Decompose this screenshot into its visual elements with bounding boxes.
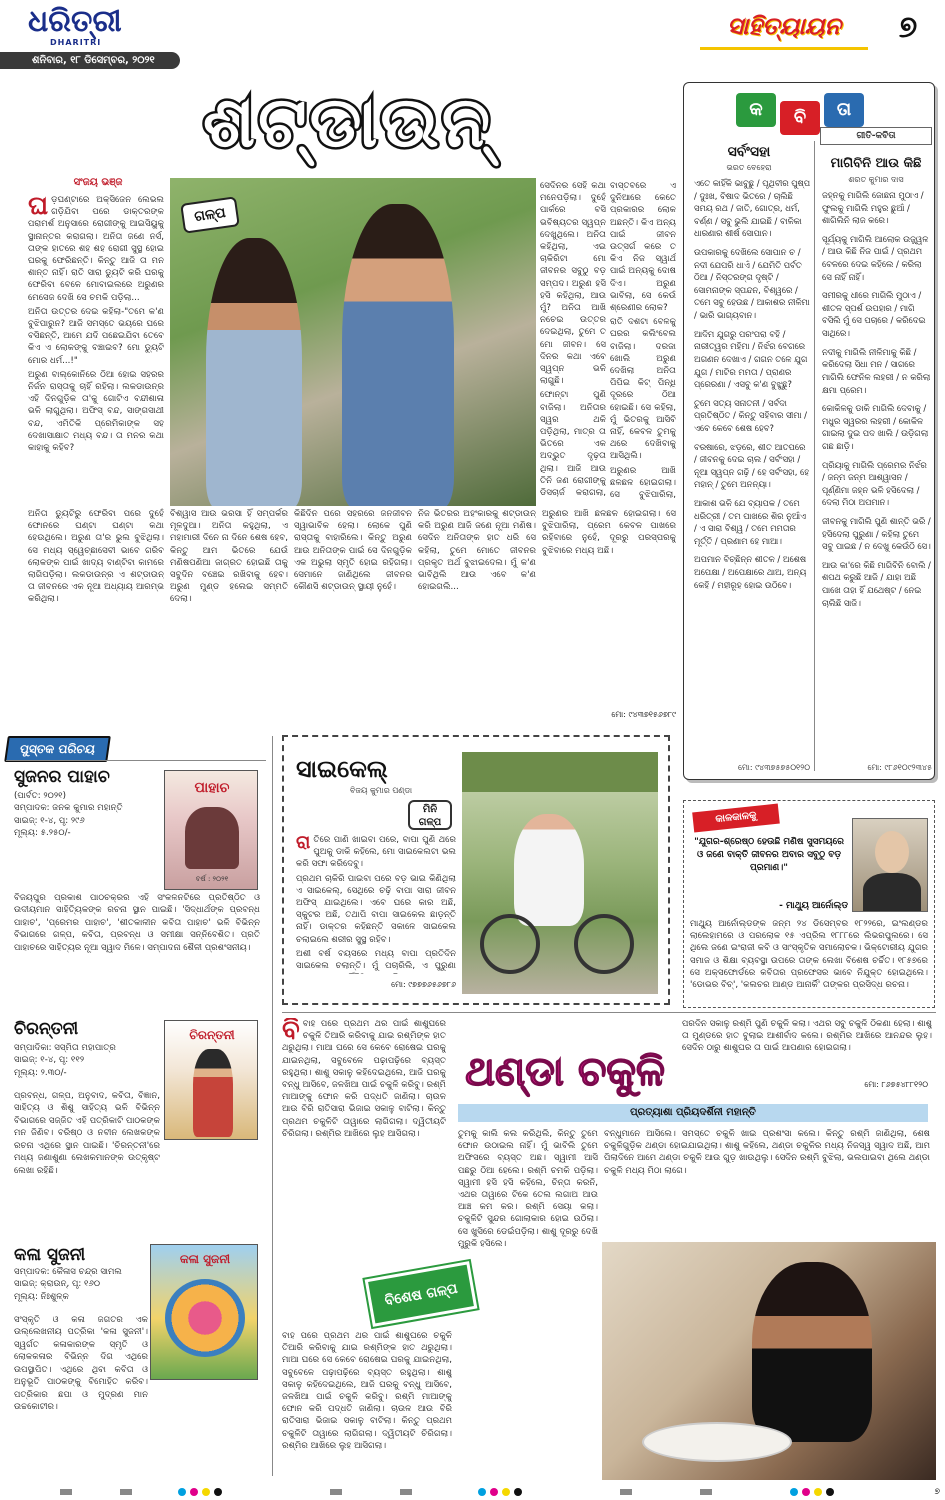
kabita-letter-2: ବି bbox=[780, 101, 820, 135]
poem-2-body bbox=[822, 189, 932, 759]
book-review-header bbox=[6, 736, 244, 760]
story-paragraph: ବାହ ପରେ ପ୍ରଥମ ଥର ପାଇଁ ଶାଶୁଘରେ ଚକୁଳି ତିଆରି କରିବାକୁ ଯାଇ ରଶ୍ମିଙ୍କ ହାତ ଥରୁଥିଲା। ମାଆ ଘରେ ସେ କେବେ ରୋଷେଇ ଘରକୁ ଯାଇନଥିଲା, ସବୁବେଳେ ପଢ଼ାପଢ଼ିରେ ବ୍ୟସ୍ତ ରହୁଥିଲା। ଶାଶୁ ସକାଳୁ କହିଦେଇଥିଲେ, ଆଜି ଘରକୁ ବନ୍ଧୁ ଆସିବେ, ଜଳଖିଆ ପାଇଁ ଚକୁଳି କରିବୁ। ରଶ୍ମି ମାଆଙ୍କୁ ଫୋନ କରି ପଦ୍ଧତି ଜାଣିଲା। ଚାଉଳ ଆଉ ବିରି ରାତିସାରା ଭିଜାଇ ସକାଳୁ ବାଟିଲା। କିନ୍ତୁ ପ୍ରଥମ ଚକୁଳିଟି ତାୱାରେ ଲାଗିଗଲା। ଦ୍ୱିତୀୟଟି ଚିରିଗଲା। ରଶ୍ମିର ଆଖିରେ ଲୁହ ଆସିଗଲା। bbox=[282, 1019, 446, 1139]
newspaper-name: ଧରିତ୍ରୀ bbox=[28, 4, 122, 39]
poem-stanza: ଉପକାରକୁ ଦେଖିଲେ ସୋପାନ ଚ / ନଦୀ ଯେପରି ଧାଏଁ / ଯେମିତି ପର୍ବତ ଠିଆ / ନିସ୍ତରଙ୍ଗ ଦୃଷ୍ଟି / ସୋମନାଙ୍କ ସ୍ପନ୍ଦନ, ବିଶ୍ୱରେ / ତମେ ସବୁ ହେଉଛ / ଆକାଶର ନୀଳିମା / ଭାରି ଭାଗ୍ୟବାନ। bbox=[694, 247, 810, 321]
main-headline-text: ଶଟ୍‌ଡାଉନ୍‌ bbox=[203, 81, 493, 163]
book-1-cover-figure bbox=[185, 807, 239, 869]
kabita-letter-1: କ bbox=[736, 93, 776, 127]
book-3-meta bbox=[14, 1266, 164, 1312]
quote-portrait bbox=[852, 818, 928, 912]
story-column-4: ଅନିତା ଡ୍ୟୁଟିରୁ ଫେରିବା ପରେ ଦୁହେଁ ଫୋନରେ ଘଣ୍ଟା ଘଣ୍ଟା କଥା ହେଉଥିଲେ। ଅରୁଣ ତା'ର ଭୁଲ ବୁଝିଥିଲା। ସେ ମଧ୍ୟ ସ୍ୱେଚ୍ଛାସେବୀ ଭାବେ ଗରିବ ଲୋକଙ୍କ ପାଇଁ ଖାଦ୍ୟ ବାଣ୍ଟିବା କାମରେ ଲାଗିପଡ଼ିଲା। ଲକଡାଉନ୍‌ର ଏ ଶଟ୍‌ଡାଉନ୍‌ ତା ଜୀବନରେ ଏକ ନୂଆ ଅଧ୍ୟାୟ ଆରମ୍ଭ କରିଥିଲା। bbox=[28, 509, 164, 605]
story-paragraph: ରାତି ଦଶଟା ବେଳକୁ ଘରର କଲିଂବେଲ ବାଜିଲା। ଦରଜା ଖୋଲି ଅରୁଣ ଦେଖିଲା ଅନିତା ପିପିଇ କିଟ୍‌ ପିନ୍ଧି ଦୂରରେ ଠିଆ ହୋଇଛି। ସେ କହିଲା, ମୁଁ ଭିତରକୁ ଆସିବି ନାହିଁ, କେବଳ ତୁମକୁ ଥରେ ଦେଖିବାକୁ ଆସିଥିଲି। bbox=[610, 317, 676, 462]
man-figure bbox=[342, 204, 454, 506]
portrait-coat bbox=[863, 873, 921, 912]
poem-genre-label: ଗୀତି-କବିତା bbox=[820, 127, 932, 145]
poem-stanza: ପ୍ରିୟାକୁ ମାଗିଲି ପ୍ରେମର ନିର୍ଝର / ଜନ୍ମ ଜନ୍ମ ଆଶ୍ୱାସନ / ପୂର୍ଣ୍ଣିମା ଜହ୍ନ ଭଳି ହସିଦେଲା / ଦେଲା ମିଠା ଅପମାନ। bbox=[822, 459, 927, 508]
footer-page-marker: ୭ bbox=[934, 1487, 940, 1497]
book-3-text: ସଂସ୍କୃତି ଓ କଳା ଜଗତର ଏକ ଉଲ୍ଲେଖନୀୟ ପତ୍ରିକା 'କଳା ସୁଜନୀ'। ସ୍ୱର୍ଗତ କଳାକାରଙ୍କ ସ୍ମୃତି ଓ ଲୋକକଳାର ବିଭିନ୍ନ ଦିଗ ଏଥିରେ ଉପସ୍ଥାପିତ। ଏଥିରେ ଥିବା କବିତା ଓ ଅନୁଭୂତି ପାଠକଙ୍କୁ ବିମୋହିତ କରିବ। ପତ୍ରିକାର ଛପା ଓ ମୁଦ୍ରଣ ମାନ ଉଚ୍ଚକୋଟୀର। bbox=[14, 1315, 148, 1413]
registration-dot-magenta bbox=[190, 1488, 198, 1496]
book-meta-line: ସାଇଜ୍‌: ୧-୪, ପୃ: ୧୧୨ bbox=[14, 1055, 85, 1066]
kabita-box bbox=[683, 82, 935, 780]
woman-figure bbox=[206, 238, 302, 506]
footer-bar bbox=[60, 1489, 72, 1495]
story-paragraph: ଫୋନ୍‌ଟା ପୁଣି ବାଜିଲା। ଅନିତାର ସ୍ୱର ଥକି ପଡ଼ିଥିଲା, ମାତ୍ର ତା ଭିତରେ ଏକ ଅଦ୍ଭୁତ ଦୃଢ଼ତା ଥିଲା। ଆଜି ଆଉ ତିନି ଜଣ ରୋଗୀଙ୍କୁ ଡିସଚାର୍ଜ କରାଗଲା, bbox=[540, 390, 606, 499]
poem-1-body bbox=[694, 177, 810, 757]
poem-divider bbox=[814, 141, 815, 771]
book-meta-line: ମୂଲ୍ୟ: ୫.୨୫୦/- bbox=[14, 828, 71, 839]
cycle-photo-trees bbox=[462, 752, 658, 792]
registration-dot-cyan bbox=[790, 1488, 798, 1496]
cycle-photo bbox=[462, 752, 658, 994]
story-paragraph: ଡ଼ଘଣ୍ଟାରେ ଅକ୍ସିଜେନ ଲେଭଲ ଗଡ଼ିଯିବା ପରେ ଡାକ୍ତରଙ୍କ ପରାମର୍ଶ ଅନୁସାରେ ରୋଗୀଙ୍କୁ ଆଇସିୟୁକୁ ସ୍ଥାନାନ୍ତର କରାଗଲା। ଅନିତା ଜଣେ ନର୍ସ, ତାଙ୍କ ହାତରେ ଶହ ଶହ ରୋଗୀ ସୁସ୍ଥ ହୋଇ ଘରକୁ ଫେରିଛନ୍ତି। କିନ୍ତୁ ଆଜି ତା ମନ ଶାନ୍ତ ନାହିଁ। ରାତି ସାରା ଡ୍ୟୁଟି କରି ଘରକୁ ଫେରିବା ବେଳେ ମୋବାଇଲରେ ଅରୁଣର ମେସେଜ ଦେଖି ସେ ଚମକି ପଡ଼ିଲା... bbox=[28, 195, 164, 303]
poem-stanza: ଆକାଶ ଭଳି ଯେ ବ୍ୟାପକ / ତମେ ଧରିତ୍ରୀ / ତମ ପାଖରେ ଶିର ନୁଆଁଏ / ଏ ସାରା ବିଶ୍ୱ / ତମେ ମମତାର ମୂର୍ତ୍ତି / ପ୍ରଣାମ ହେ ମାଆ। bbox=[694, 498, 806, 546]
book-meta-line: ସାଇଜ୍‌: ୧-୪, ପୃ: ୨୯୬ bbox=[14, 815, 85, 826]
story-column-3 bbox=[610, 180, 676, 500]
bicycle-wheel-back bbox=[480, 914, 540, 974]
book-review-tab: ପୁସ୍ତକ ପରିଚୟ bbox=[4, 736, 111, 762]
poem-stanza: ଜହ୍ନକୁ ମାଗିଲି ଜୋଛନା ମୁଠାଏ / ଫୁଲକୁ ମାଗିଲି ମହୁର ଛୁଆଁ / ଶାଗିଲିନି ଲାଜ କରେ। bbox=[822, 190, 924, 226]
story-tag: ଗଳ୍ପ bbox=[180, 196, 240, 234]
poem-stanza: ବରଷାରେ, ଝଡ଼ରେ, ଶୀତ ଆତପରେ / ଜୀବନକୁ ଦେଇ ଚାଲ / ସର୍ବଂସହା / ନୂଆ ସ୍ୱପ୍ନ ଗଢ଼ି / ହେ ସର୍ବଂସହା, ହେ ମହାନ୍‌ / ତୁମେ ଅନନ୍ୟା। bbox=[694, 441, 810, 490]
special-column-2: ତୁମକୁ କାଲି କଲ କରିଥିଲି, କିନ୍ତୁ ତୁମେ ଫୋନ ଉଠାଇଲ ନାହିଁ। ମୁଁ ଭାବିଲି ତୁମେ ଅଫିସରେ ବ୍ୟସ୍ତ ଅଛ। ସ୍ୱାମୀ ଆସି ପଛରୁ ଠିଆ ହେଲେ। ରଶ୍ମି ଚମକି ପଡ଼ିଲା। ସ୍ୱାମୀ ହସି ହସି କହିଲେ, ଚିନ୍ତା କରନି, ଏଥର ତାୱାରେ ଟିକେ ତେଲ ଲଗାଅ ଆଉ ଆଞ୍ଚ କମ କର। ରଶ୍ମି ସେୟା କଲା। ଚକୁଳିଟି ସୁନ୍ଦର ଗୋଲାକାର ହୋଇ ଉଠିଲା। ସେ ଖୁସିରେ ଡେଇଁପଡ଼ିଲା। ଶାଶୁ ଦୂରରୁ ଦେଖି ମୁରୁକି ହସିଲେ। bbox=[458, 1129, 598, 1249]
registration-dot-cyan bbox=[178, 1488, 186, 1496]
plate bbox=[642, 1422, 792, 1462]
registration-dot-magenta bbox=[802, 1488, 810, 1496]
special-column-3: ବନ୍ଧୁମାନେ ଆସିଲେ। ସମସ୍ତେ ଚକୁଳି ଖାଇ ପ୍ରଶଂସା କଲେ। କିନ୍ତୁ ରଶ୍ମି ଜାଣିଥିଲା, ଶେଷ ଚକୁଳିଗୁଡ଼ିକ ଥଣ୍ଡା ହୋଇଯାଇଥିଲା। ଶାଶୁ କହିଲେ, ଥଣ୍ଡା ଚକୁଳିର ମଧ୍ୟ ନିଜସ୍ୱ ସ୍ୱାଦ ଅଛି, ଆମ ପିଲାଦିନେ ଆମେ ଥଣ୍ଡା ଚକୁଳି ଆଉ ଗୁଡ଼ ଖାଉଥିଲୁ। ସେଦିନ ରଶ୍ମି ବୁଝିଲା, ଭଲପାଇବା ଥିଲେ ଥଣ୍ଡା ଚକୁଳି ମଧ୍ୟ ମିଠା ଲାଗେ। bbox=[604, 1129, 930, 1176]
cycle-story-author: ବିଜୟ କୁମାର ପଣ୍ଡା bbox=[349, 786, 413, 795]
quote-tag: କାଳକାଳକୁ bbox=[692, 804, 780, 833]
book-meta-line: (ପାର୍ବତ: ୨୦୨୧) bbox=[14, 791, 66, 801]
book-2-meta bbox=[14, 1042, 164, 1088]
book-2-title: ଚିରନ୍ତନୀ bbox=[14, 1019, 79, 1039]
column-rule bbox=[272, 736, 273, 1476]
special-story-badge: ବିଶେଷ ଗଳ୍ପ bbox=[365, 1261, 478, 1327]
poem-stanza: କୋକିଳକୁ ଡାକି ମାଗିଲି ଦେବାକୁ / ମଧୁର ସ୍ୱରର ଲହରୀ / କୋକିଳ ଗାଇଲା ଦୁଇ ପଦ ଖାଲି / ଉଡ଼ିଗଲା ଗଛ ଛାଡ଼ି। bbox=[822, 403, 929, 451]
story-column-7: ନିଜ ଭିତରର ଅହଂକାରକୁ ଶଟ୍‌ଡାଉନ୍‌ କରି ଅରୁଣ ଆଜି ଜଣେ ନୂଆ ମଣିଷ। ସେଦିନ ଅନିତାଙ୍କ ହାତ ଧରି ସେ କହିଲା, ତୁମେ ମୋତେ ଜୀବନର ପ୍ରକୃତ ଅର୍ଥ ବୁଝାଇଦେଲ। ମୁଁ କ'ଣ ଭାବିଥିଲି ଆଉ ଏବେ କ'ଣ ହୋଇଗଲି... bbox=[418, 509, 536, 593]
poem-stanza: ସୂର୍ଯ୍ୟକୁ ମାଗିଲି ଆଲୋକ ଉଜ୍ଜ୍ୱଳ / ଆଉ କିଛି ନିଜ ପାଇଁ / ପ୍ରଥମ ବେଳରେ ଦେଇ କହିଲେ / କରିଲା ସେ ନାହିଁ ନାହିଁ। bbox=[822, 233, 929, 282]
masthead-logo bbox=[28, 6, 148, 52]
book-1-cover bbox=[164, 770, 258, 890]
woman-eating-figure bbox=[752, 1262, 872, 1442]
footer-bar bbox=[330, 1489, 342, 1495]
food-photo bbox=[602, 1242, 936, 1480]
page-number: ୭ bbox=[898, 10, 918, 45]
book-3-cover bbox=[150, 1244, 258, 1380]
poem-1-author: ଭରତ ବେହେରା bbox=[726, 163, 772, 172]
story-paragraph: ଅରୁଣ ବାଲ୍‌କୋନିରେ ଠିଆ ହୋଇ ସହରର ନିର୍ଜନ ରାସ୍ତାକୁ ଚାହିଁ ରହିଲା। ଲକଡାଉନ୍‌ର ଏହି ଦିନଗୁଡ଼ିକ ତା'କୁ ଗୋଟିଏ ବନ୍ଦୀଶାଳା ଭଳି ଲାଗୁଥିଲା। ଅଫିସ୍‌ ବନ୍ଦ, ସାଙ୍ଗସାଥୀ ବନ୍ଦ, ଏମିତିକି ପ୍ରେମିକାଙ୍କ ସହ ଦେଖାସାକ୍ଷାତ ମଧ୍ୟ ବନ୍ଦ। ତା ମନର କଥା କାହାକୁ କହିବ? bbox=[28, 369, 164, 454]
cycle-story-title: ସାଇକେଲ୍‌ bbox=[296, 754, 388, 783]
registration-dot-black bbox=[214, 1488, 222, 1496]
main-headline bbox=[28, 76, 668, 174]
book-3-title: କଳା ସୁଜନୀ bbox=[14, 1245, 86, 1265]
book-meta-line: ସମ୍ପାଦକ: କୈଳାସ ଚନ୍ଦ୍ର ସାମଲ bbox=[14, 1267, 122, 1277]
book-meta-line: ମୂଲ୍ୟ: ୨.୩୦/- bbox=[14, 1067, 67, 1078]
poem-stanza: ତୁମେ ସତ୍ୟ ସନାତନୀ / ସର୍ବଦା ପ୍ରତିଷ୍ଠିତ / କିନ୍ତୁ ସହିବାର ସୀମା / ଏବେ କେବେ ଶେଷ ହେବ? bbox=[694, 397, 807, 433]
special-column-4: ପରଦିନ ସକାଳୁ ରଶ୍ମି ପୁଣି ଚକୁଳି କଲା। ଏଥର ସବୁ ଚକୁଳି ଠିକଣା ହେଲା। ଶାଶୁ ତା ମୁଣ୍ଡରେ ହାତ ବୁଲାଇ ଆଶୀର୍ବାଦ କଲେ। ରଶ୍ମିର ଆଖିରେ ଆନନ୍ଦର ଲୁହ। ସେଦିନ ଠାରୁ ଶାଶୁଘର ତା ପାଇଁ ଆପଣାର ହୋଇଗଲା। bbox=[682, 1019, 932, 1054]
story-paragraph: ଅନିତା ଉତ୍ତର ଦେଇ କହିଲା-"ତମେ କ'ଣ ବୁଝିପାରୁନ? ଆଜି ସମସ୍ତେ ଭୟରେ ଘରେ ବସିଛନ୍ତି, ଆମେ ଯଦି ପଛେଇଯିବା ତେବେ କିଏ ଏ ଲୋକଙ୍କୁ ବଞ୍ଚାଇବ? ମୋ ଡ୍ୟୁଟି ମୋର ଧର୍ମ...!" bbox=[28, 306, 164, 366]
story-paragraph: ଅଶୀ ବର୍ଷ ବୟସରେ ମଧ୍ୟ ବାପା ପ୍ରତିଦିନ ସାଇକେଲ ଚଲାନ୍ତି। ମୁଁ ପଚାରିଲି, ଏ ପୁରୁଣା bbox=[296, 948, 456, 972]
book-3-cover-title: କଳା ସୁଜନୀ bbox=[179, 1252, 231, 1266]
story-dropcap: ଘ bbox=[28, 194, 49, 221]
book-2-cover-title: ଚିରନ୍ତନୀ bbox=[189, 1028, 235, 1042]
poem-stanza: ଏତେ କାହିଁକି ଭାବୁଛୁ / ପୃଥିବୀର ପୁଷ୍ପ / ଦୁଃଖ, ବିଷାଦ ଭିତରେ / ଚାଲିଛି ସମୟ ରଥ / ଜାତି, ଗୋତ୍ର, ଧର୍ମ, ବର୍ଣ୍ଣ / ସବୁ ଭୁଲି ଯାଇଛି / ବାଳିକା ଧାରଣାର ଶୀର୍ଷ ସୋପାନ। bbox=[694, 178, 810, 239]
bicycle-wheel-front bbox=[574, 914, 634, 974]
story-paragraph: ପ୍ରଥମ ଚାକିରି ପାଇବା ପରେ ବଡ଼ ଭାଇ କିଣିଥିଲା ଏ ସାଇକେଲ୍‌, ସେଥିରେ ଚଢ଼ି ବାପା ସାରା ଜୀବନ ଅଫିସ୍‌ ଯାଇଥିଲେ। ଏବେ ଘରେ କାର ଅଛି, ସ୍କୁଟର ଅଛି, ତଥାପି ବାପା ସାଇକେଲ ଛାଡ଼ନ୍ତି ନାହିଁ। ଡାକ୍ତର କହିଛନ୍ତି ସକାଳେ ସାଇକେଲ ଚଲାଇଲେ ଶରୀର ସୁସ୍ଥ ରହିବ। bbox=[296, 873, 456, 945]
registration-dot-black bbox=[514, 1488, 522, 1496]
story-contact: ମୋ: ୯୪୩୭୧୫୬୭୮୯ bbox=[611, 710, 676, 719]
poem-2-contact: ମୋ: ୯୮୬୧୦୯୨୩୪୫ bbox=[867, 763, 932, 772]
book-3-cover-art bbox=[165, 1279, 245, 1357]
book-2-cover bbox=[164, 1020, 258, 1140]
story-paragraph: ଅରୁଣର ଆଖି ଛଳଛଳ ହୋଇଗଲା। ସେ ବୁଝିପାରିଲା, bbox=[610, 465, 676, 500]
poem-stanza: ଆଦିମ ଯୁଗରୁ ପରଂପରା ବହି / ନାରୀତ୍ୱର ମହିମା / ନିର୍ଝର ବେଗରେ ଅଗଣନ ଦେଖାଏ / ଗଗନ ତଳେ ଯୁଗ ଯୁଗ / ମାଟିର ମମତା / ପ୍ରାଣର ପ୍ରେରଣା / ଏସବୁ କ'ଣ ବୁଝୁଛୁ? bbox=[694, 328, 808, 390]
portrait-face bbox=[875, 831, 909, 873]
registration-dot-yellow bbox=[814, 1488, 822, 1496]
registration-dot-magenta bbox=[490, 1488, 498, 1496]
poem-2-title: ମାଗିବିନି ଆଉ କିଛି bbox=[830, 156, 922, 171]
section-title: ସାହିତ୍ୟାୟନ bbox=[700, 8, 868, 50]
special-column-5: ବାହ ପରେ ପ୍ରଥମ ଥର ପାଇଁ ଶାଶୁଘରେ ଚକୁଳି ତିଆରି କରିବାକୁ ଯାଇ ରଶ୍ମିଙ୍କ ହାତ ଥରୁଥିଲା। ମାଆ ଘରେ ସେ କେବେ ରୋଷେଇ ଘରକୁ ଯାଇନଥିଲା, ସବୁବେଳେ ପଢ଼ାପଢ଼ିରେ ବ୍ୟସ୍ତ ରହୁଥିଲା। ଶାଶୁ ସକାଳୁ କହିଦେଇଥିଲେ, ଆଜି ଘରକୁ ବନ୍ଧୁ ଆସିବେ, ଜଳଖିଆ ପାଇଁ ଚକୁଳି କରିବୁ। ରଶ୍ମି ମାଆଙ୍କୁ ଫୋନ କରି ପଦ୍ଧତି ଜାଣିଲା। ଚାଉଳ ଆଉ ବିରି ରାତିସାରା ଭିଜାଇ ସକାଳୁ ବାଟିଲା। କିନ୍ତୁ ପ୍ରଥମ ଚକୁଳିଟି ତାୱାରେ ଲାଗିଗଲା। ଦ୍ୱିତୀୟଟି ଚିରିଗଲା। ରଶ୍ମିର ଆଖିରେ ଲୁହ ଆସିଗଲା। bbox=[282, 1331, 452, 1451]
registration-dot-cyan bbox=[478, 1488, 486, 1496]
cycle-story-text bbox=[296, 834, 456, 974]
quote-attribution: - ମାଥ୍ୟୁ ଆର୍ନୋଲ୍ଡ bbox=[779, 901, 848, 911]
special-column-1 bbox=[282, 1018, 446, 1266]
date-bar: ଶନିବାର, ୧୮ ଡିସେମ୍ବର, ୨୦୨୧ bbox=[0, 52, 180, 69]
book-1-text: ବିଜୟପୁର ପ୍ରକାଶ ପାଠଚକ୍ରର ଏହି ସଂକଳନଟିରେ ପ୍ରତିଷ୍ଠିତ ଓ ଉଦୀୟମାନ ସାହିତ୍ୟିକଙ୍କ ରଚନା ସ୍ଥାନ ପାଇଛି। 'ସିଦ୍ଧାର୍ଥଙ୍କ ପ୍ରବନ୍ଧ ପାହାଚ', 'ପ୍ରେମର ପାହାଚ', 'ଶୀତକାଳୀନ କବିତା ପାହାଚ' ଭଳି ବିଭିନ୍ନ ବିଭାଗରେ ଗଳ୍ପ, କବିତା, ପ୍ରବନ୍ଧ ଓ ସମୀକ୍ଷା ସନ୍ନିବେଶିତ। ପ୍ରତି ପାହାଚରେ ସାହିତ୍ୟର ନୂଆ ସ୍ୱାଦ ମିଳେ। ସମ୍ପାଦନା ଶୈଳୀ ପ୍ରଶଂସନୀୟ। bbox=[14, 893, 260, 953]
poem-2-author: ଶରତ କୁମାର ଦାସ bbox=[848, 175, 904, 184]
poem-1-title: ସର୍ବଂସହା bbox=[727, 144, 771, 160]
story-author: ସଂଜୟ ଭଞ୍ଜ bbox=[73, 177, 123, 188]
story-column-8: ଅରୁଣର ଆଖି ଛଳଛଳ ହୋଇଗଲା। ସେ ବୁଝିପାରିଲା, ପ୍ରେମ କେବଳ ପାଖରେ ରହିବାରେ ନୁହେଁ, ଦୂରରୁ ପରସ୍ପରକୁ ବୁଝିବାରେ ମଧ୍ୟ ଅଛି। bbox=[542, 509, 676, 556]
story-paragraph: ତିରେ ପାଣି ଖାଇବା ପରେ, ବାପା ପୁଣି ଥରେ ପୁଅକୁ ଡାକି କହିଲେ, ମୋ ସାଇକେଲଟା ଭଲ କରି ସଫା କରିଦେବୁ। bbox=[296, 835, 456, 870]
registration-dot-yellow bbox=[202, 1488, 210, 1496]
story-column-5: ବିଶ୍ୱାସ ଆଉ ଭରସା ହିଁ ସମ୍ପର୍କର ମୂଳଦୁଆ। ଅନିତା କହୁଥିଲା, ଏ ମହାମାରୀ ଦିନେ ନା ଦିନେ ଶେଷ ହେବ, କିନ୍ତୁ ଆମ ଭିତରେ ଯେଉଁ ମଣିଷପଣିଆ ଜାଗ୍ରତ ହୋଇଛି ତାକୁ ସବୁଦିନ ବଞ୍ଚେଇ ରଖିବାକୁ ହେବ। ଅରୁଣ ମୁଣ୍ଡ ହଲେଇ ସମ୍ମତି ଦେଲା। bbox=[170, 509, 288, 605]
book-1-meta bbox=[14, 790, 164, 850]
kabita-letter-3: ତା bbox=[824, 93, 864, 127]
quote-text: "ଯୁଗର-ଶ୍ରେଷ୍ଠ ହେଉଛି ମଣିଷ ସୁସମୟରେ ଓ ଜଣେ ବାକ୍ତି ଜୀବନର ଅବାର ସବୁଠୁ ବଡ଼ ପ୍ରମାଣ।" bbox=[694, 837, 844, 874]
footer-bar bbox=[620, 1489, 632, 1495]
poem-stanza: ନଦୀକୁ ମାଗିଲି ନୀଳିମାକୁ କିଛି / କରିଦେଲା ସିଧା ମନ / ସାଗରେ ମାଗିଲି ଫେନିଳ ଲହରୀ / ନ କରିଲା କ୍ଷମା ପ୍ରେମ। bbox=[822, 346, 931, 395]
story-paragraph: ସେଦିନର ସେହି କଥା ମନେପଡ଼ିଲା। ଦୁହେଁ ପାର୍କରେ ବସି ଭବିଷ୍ୟତର ସ୍ୱପ୍ନ ଦେଖୁଥିଲେ। ଅନିତା କହିଥିଲା, ଏଇ ଚାକିରିଟା ମୋ ଜୀବନର ସବୁଠୁ ବଡ଼ ସମ୍ପଦ। ଅରୁଣ ହସି ହସି କହିଥିଲା, ଆଉ ମୁଁ? ଅନିତା ଆଖି ନଚେଇ ଉତ୍ତର ଦେଇଥିଲା, ତୁମେ ତ ମୋ ଜୀବନ। ସେ ଦିନର କଥା ଏବେ ସ୍ୱପ୍ନ ଭଳି ଲାଗୁଛି। bbox=[540, 181, 606, 387]
poem-stanza: ଜୀବନକୁ ମାଗିଲି ପୁଣି ଶାନ୍ତି ଭରି / ହସିଦେଲା ପୁରୁଣା / କହିଲା ତୁମେ ସବୁ ପାଇଛ / ନ ଦେଖୁ କେଉଁଠି ସେ। bbox=[822, 516, 931, 552]
newspaper-name-latin: DHARITRI bbox=[50, 38, 102, 47]
section-rule bbox=[282, 1012, 936, 1013]
book-meta-line: ସାଇଜ୍‌: କ୍ରାଉନ୍‌, ପୃ: ୧୬୦ bbox=[14, 1279, 101, 1290]
registration-dot-black bbox=[826, 1488, 834, 1496]
poem-stanza: ଅପମାନ ବିଚ୍ଛିନ୍ନ ଶୀତଳ / ଅଶେଷ ଅପେକ୍ଷା / ଅପେକ୍ଷାରେ ଥାଅ, ଅନ୍ୟ କେହି / ମହୀରୂହ ହୋଇ ଉଠିବେ। bbox=[694, 554, 807, 590]
book-1-title: ସୁଜନର ପାହାଚ bbox=[14, 767, 110, 787]
poem-stanza: ସମୀରକୁ ଧୀରେ ମାଗିଲି ମୁଠାଏ / ଶୀତଳ ସ୍ପର୍ଶ ଉପହାର / ମାଗି ବସିଲି ମୁଁ ସେ ପଚାରେ / କରିଦେଇ ସାଥିରେ। bbox=[822, 290, 926, 339]
footer-bar bbox=[120, 1489, 132, 1495]
book-meta-line: ସମ୍ପାଦକ: ଜନକ କୁମାର ମହାନ୍ତି bbox=[14, 803, 123, 814]
mini-story-tag: ମିନି ଗଳ୍ପ bbox=[408, 800, 452, 830]
registration-dot-yellow bbox=[502, 1488, 510, 1496]
quote-bio: ମାଥ୍ୟୁ ଆର୍ନୋଲ୍ଡଙ୍କ ଜନ୍ମ ୨୪ ଡିସେମ୍ବର ୧୮୨୨ରେ, ଇଂଲଣ୍ଡର ଲାଲେହାମରେ ଓ ପରଲୋକ ୧୫ ଏପ୍ରିଲ ୧୮୮୮ରେ ଲିଭରପୁଲରେ। ସେ ଥିଲେ ଜଣେ ଇଂରାଜୀ କବି ଓ ସାଂସ୍କୃତିକ ସମାଲୋଚକ। ଭିକ୍ଟୋରୀୟ ଯୁଗର ସମାଜ ଓ ଶିକ୍ଷା ବ୍ୟବସ୍ଥା ଉପରେ ତାଙ୍କ ଲେଖା ବିଶେଷ ଚର୍ଚ୍ଚିତ। ୧୮୫୭ରେ ସେ ଅକ୍ସଫୋର୍ଡରେ କବିତାର ପ୍ରଫେସର ଭାବେ ନିଯୁକ୍ତ ହୋଇଥିଲେ। 'ଡୋଭର ବିଚ୍‌', 'କଲଚର ଆଣ୍ଡ ଆନାର୍କି' ତାଙ୍କର ପ୍ରସିଦ୍ଧ ରଚନା। bbox=[690, 919, 928, 991]
story-paragraph: ବାସ୍ତବରେ ଏ ଦୁନିଆରେ କେତେ ପ୍ରକାରର ଲୋକ ଅଛନ୍ତି। କିଏ ଅନ୍ୟ ପାଇଁ ଜୀବନ ଉତ୍ସର୍ଗ କରେ ତ କିଏ ନିଜ ସ୍ୱାର୍ଥ ପାଇଁ ଅନ୍ୟକୁ ଦୋଷ ଦିଏ। ଅରୁଣ ଭାବିଲା, ସେ କେଉଁ ଶ୍ରେଣୀର ଲୋକ? bbox=[610, 181, 676, 314]
special-contact: ମୋ: ୮୬୭୫୪୮୮୧୨୦ bbox=[864, 1080, 928, 1089]
cycle-dropcap: ରା bbox=[296, 834, 311, 853]
book-meta-line: ସମ୍ପାଦିକା: ସସ୍ମିତା ମହାପାତ୍ର bbox=[14, 1043, 116, 1053]
footer-bar bbox=[700, 1489, 712, 1495]
special-dropcap: ବି bbox=[282, 1018, 300, 1045]
poem-1-contact: ମୋ: ୯୪୩୭୫୭୫୦୧୨୦ bbox=[738, 763, 810, 772]
book-1-cover-year: ବର୍ଷ : ୨୦୨୧ bbox=[195, 875, 229, 883]
story-column-6: କିଛିଦିନ ପରେ ସହରରେ ଜନଜୀବନ ସ୍ୱାଭାବିକ ହେଲା। ଲୋକେ ପୁଣି ରାସ୍ତାକୁ ବାହାରିଲେ। କିନ୍ତୁ ଅରୁଣ ଆଉ ଅନିତାଙ୍କ ପାଇଁ ସେ ଦିନଗୁଡ଼ିକ ଏକ ଅଭୁଲା ସ୍ମୃତି ହୋଇ ରହିଗଲା। ସେମାନେ ଜାଣିଥିଲେ ଜୀବନର କୌଣସି ଶଟ୍‌ଡାଉନ୍‌ ସ୍ଥାୟୀ ନୁହେଁ। bbox=[294, 509, 412, 593]
cycle-contact: ମୋ: ୯୭୭୭୬୫୬୭୮୬ bbox=[391, 980, 456, 989]
book-2-cover-figure bbox=[193, 1049, 233, 1137]
page-footer bbox=[0, 1486, 945, 1500]
footer-bar bbox=[400, 1489, 412, 1495]
story-column-1 bbox=[28, 194, 164, 500]
story-column-2 bbox=[540, 180, 606, 500]
special-story-author: ପ୍ରତ୍ୟାଶା ପ୍ରିୟଦର୍ଶିନୀ ମହାନ୍ତି bbox=[458, 1104, 928, 1122]
book-meta-line: ମୂଲ୍ୟ: ନିଃଶୁଳ୍କ bbox=[14, 1291, 69, 1302]
poem-stanza: ଆଉ କା'ରେ କିଛି ମାଗିବିନି ବୋଲି / ଶପଥ କରୁଛି ଆଜି / ଯାହା ଅଛି ପାଖେ ତାହା ହିଁ ଯଥେଷ୍ଟ / ନେଇ ଚାଲିଛି ସାଜି। bbox=[822, 559, 931, 608]
cyclist-figure bbox=[514, 814, 584, 926]
book-1-cover-title: ପାହାଚ bbox=[194, 780, 230, 796]
book-2-text: ପ୍ରବନ୍ଧ, ଗଳ୍ପ, ଅନୁବାଦ, କବିତା, ବିଜ୍ଞାନ, ସାହିତ୍ୟ ଓ ଶିଶୁ ସାହିତ୍ୟ ଭଳି ବିଭିନ୍ନ ବିଭାଗରେ ସଜ୍ଜିତ ଏହି ପତ୍ରିକାଟି ପାଠକଙ୍କ ମନ ଜିଣିବ। ବରିଷ୍ଠ ଓ ନବୀନ ଲେଖକଙ୍କ ରଚନା ଏଥିରେ ସ୍ଥାନ ପାଇଛି। 'ଚିରନ୍ତନୀ'ରେ ମଧ୍ୟ ଜଣାଶୁଣା ଲେଖକମାନଙ୍କ ଉତ୍କୃଷ୍ଟ ଲେଖା ରହିଛି। bbox=[14, 1091, 160, 1176]
book-header-rule bbox=[6, 760, 266, 761]
special-story-title: ଥଣ୍ଡା ଚକୁଳି bbox=[452, 1044, 678, 1102]
